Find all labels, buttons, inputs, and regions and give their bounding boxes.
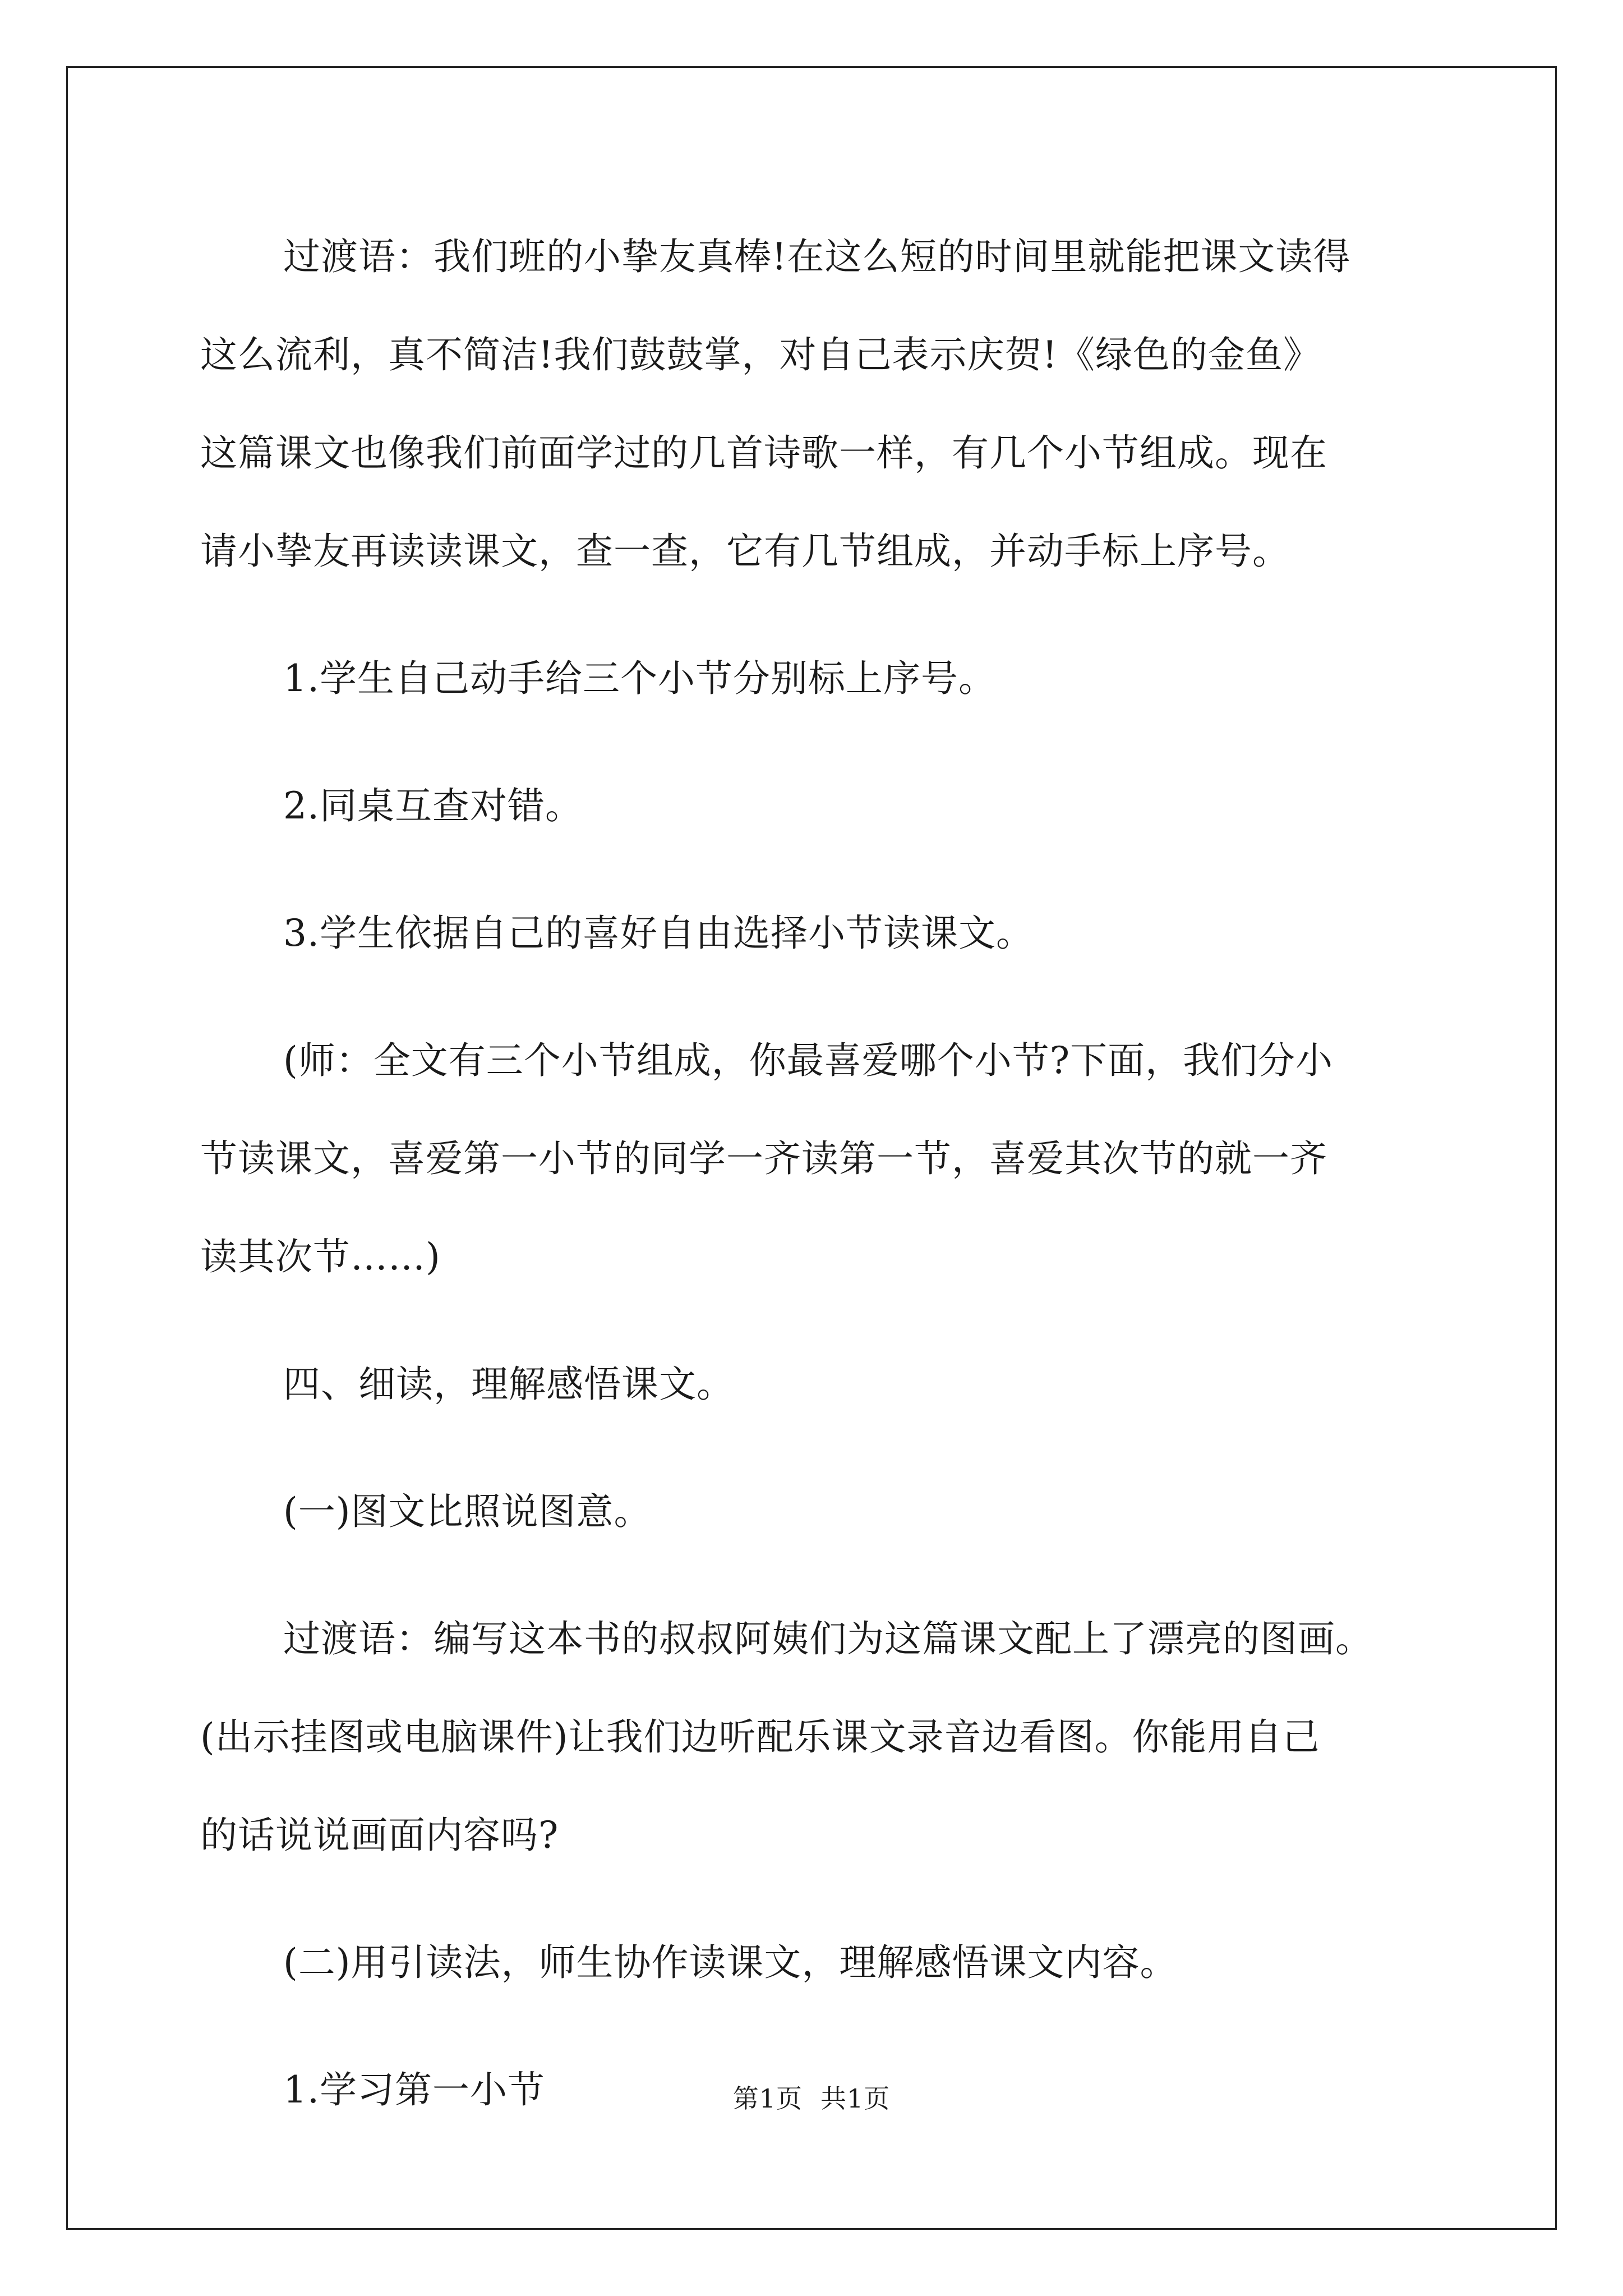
- page-number-current: 第1页: [732, 2083, 803, 2114]
- text-line: 读其次节……): [200, 1235, 441, 1278]
- text-line: (出示挂图或电脑课件)让我们边听配乐课文录音边看图。你能用自己: [200, 1715, 1320, 1759]
- paragraph-transition-picture: [200, 1590, 1417, 1884]
- subsection-heading-guided-reading: [200, 1913, 1417, 2012]
- text-line: 四、细读，理解感悟课文。: [283, 1363, 734, 1406]
- paragraph-transition-intro: [200, 208, 1417, 600]
- text-line: 请小挚友再读读课文，查一查，它有几节组成，并动手标上序号。: [200, 530, 1290, 573]
- document-body: [200, 208, 1417, 2168]
- paragraph-step-3: [200, 884, 1417, 982]
- text-line: 3.学生依据自己的喜好自由选择小节读课文。: [283, 912, 1034, 955]
- text-line: 过渡语：编写这本书的叔叔阿姨们为这篇课文配上了漂亮的图画。: [283, 1617, 1373, 1660]
- text-line: 1.学生自己动手给三个小节分别标上序号。: [283, 657, 996, 700]
- text-line: 2.同桌互查对错。: [283, 784, 583, 827]
- text-line: 节读课文，喜爱第一小节的同学一齐读第一节，喜爱其次节的就一齐: [200, 1137, 1327, 1180]
- text-line: 这篇课文也像我们前面学过的几首诗歌一样，有几个小节组成。现在: [200, 431, 1327, 475]
- page-footer: [0, 2078, 1623, 2115]
- text-line: 过渡语：我们班的小挚友真棒!在这么短的时间里就能把课文读得: [283, 235, 1351, 278]
- text-line: 1.学习第一小节: [283, 2068, 545, 2111]
- text-line: 的话说说画面内容吗?: [200, 1814, 559, 1857]
- text-line: (二)用引读法，师生协作读课文，理解感悟课文内容。: [283, 1941, 1178, 1984]
- text-line: (师：全文有三个小节组成，你最喜爱哪个小节?下面，我们分小: [283, 1039, 1334, 1082]
- text-line: (一)图文比照说图意。: [283, 1490, 652, 1533]
- paragraph-step-1: [200, 629, 1417, 728]
- subsection-heading-picture: [200, 1462, 1417, 1561]
- page-number-total: 共1页: [820, 2083, 891, 2114]
- text-line: 这么流利，真不简洁!我们鼓鼓掌，对自己表示庆贺!《绿色的金鱼》: [200, 333, 1321, 376]
- paragraph-teacher-note: [200, 1011, 1417, 1306]
- section-heading-close-reading: [200, 1335, 1417, 1433]
- paragraph-step-2: [200, 757, 1417, 855]
